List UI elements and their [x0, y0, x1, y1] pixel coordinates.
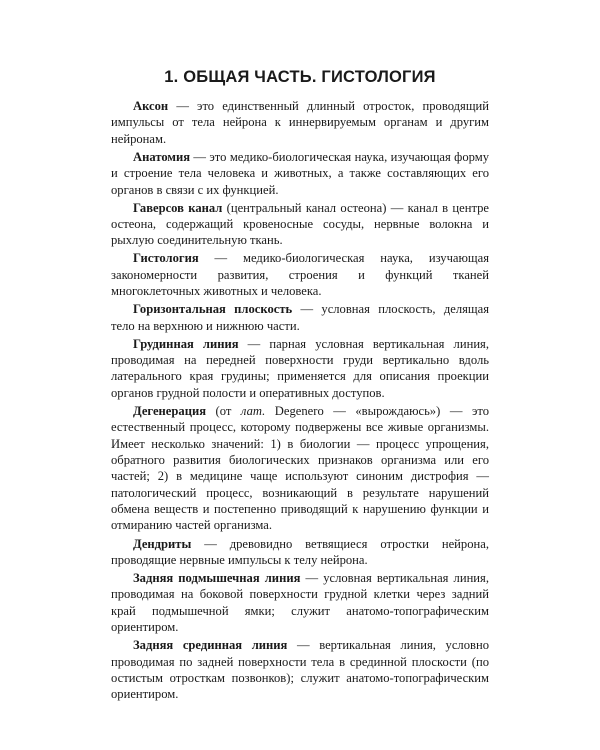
entry-term: Анатомия [133, 149, 191, 164]
entry-definition: — условная вертикальная линия, проводимая на боковой поверхности грудной клетки через задний край подмышечной ямки; служит анатомо-топографическим ориентиром. [111, 571, 489, 635]
entry-term: Дегенерация [133, 403, 207, 418]
glossary-entry-akson [111, 98, 489, 149]
glossary-body [111, 98, 489, 704]
entry-definition: — это единственный длинный отросток, проводящий импульсы от тела нейрона к иннервируемым органам и другим нейронам. [111, 99, 489, 146]
entry-gloss-suffix: Degenero — «вырождаюсь») [265, 403, 441, 418]
entry-term: Горизонтальная плоскость [133, 302, 293, 317]
entry-term: Аксон [133, 99, 169, 113]
glossary-entry-gaversov-kanal [111, 200, 489, 251]
glossary-entry-zadnyaya-sredinnaya-liniya [111, 637, 489, 704]
entry-definition: — медико-биологическая наука, изучающая закономерности развития, строения и функций тканей многоклеточных животных и человека. [111, 251, 489, 299]
entry-definition: — канал в центре остеона, содержащий кровеносные сосуды, нервные волокна и рыхлую соединительную ткань. [111, 200, 490, 248]
glossary-entry-gistologiya [111, 250, 489, 301]
entry-gloss: (центральный канал остеона) [222, 200, 387, 215]
entry-definition: — парная условная вертикальная линия, проводимая на передней поверхности груди вертикально вдоль латерального края грудины; применяется для описания проекции органов грудной полости и оперативных доступов. [111, 336, 489, 400]
glossary-entry-grudinnaya-liniya [111, 336, 489, 403]
glossary-entry-anatomiya [111, 149, 489, 200]
entry-term: Задняя срединная линия [133, 638, 288, 653]
entry-term: Задняя подмышечная линия [133, 571, 301, 585]
glossary-entry-gorizontalnaya-ploskost [111, 301, 489, 335]
chapter-title: 1. ОБЩАЯ ЧАСТЬ. ГИСТОЛОГИЯ [164, 68, 436, 86]
entry-definition: — это медико-биологическая наука, изучающая форму и строение тела человека и животных, а также составляющих его органов в связи с их функцией. [111, 149, 489, 197]
entry-term: Гистология [133, 251, 199, 266]
entry-term: Грудинная линия [133, 336, 239, 351]
glossary-entry-degeneratsiya [111, 403, 489, 536]
entry-definition: — древовидно ветвящиеся отростки нейрона, проводящие нервные импульсы к телу нейрона. [111, 536, 489, 567]
entry-definition: — вертикальная линия, условно проводимая по задней поверхности тела в срединной плоскости (по остистым отросткам позвонков); служит анатомо-топографическим ориентиром. [111, 638, 489, 702]
entry-gloss-language: лат. [240, 403, 266, 418]
entry-term: Гаверсов канал [133, 200, 223, 215]
entry-gloss-prefix: (от [206, 403, 241, 418]
entry-term: Дендриты [133, 536, 192, 551]
glossary-entry-dendrity [111, 536, 489, 570]
glossary-entry-zadnyaya-podmyshechnaya-liniya [111, 570, 489, 637]
entry-definition: — это естественный процесс, которому подвержены все живые организмы. Имеет несколько значений: 1) в биологии — процесс упрощения, обратного развития биологических признаков организма или его частей; 2) в медицине чаще используют синоним дистрофия — патологический процесс, возникающий в результате нарушений обмена веществ и постепенно приводящий к нарушению функции и отмиранию частей организма. [111, 403, 489, 533]
entry-definition: — условная плоскость, делящая тело на верхнюю и нижнюю части. [111, 302, 489, 333]
